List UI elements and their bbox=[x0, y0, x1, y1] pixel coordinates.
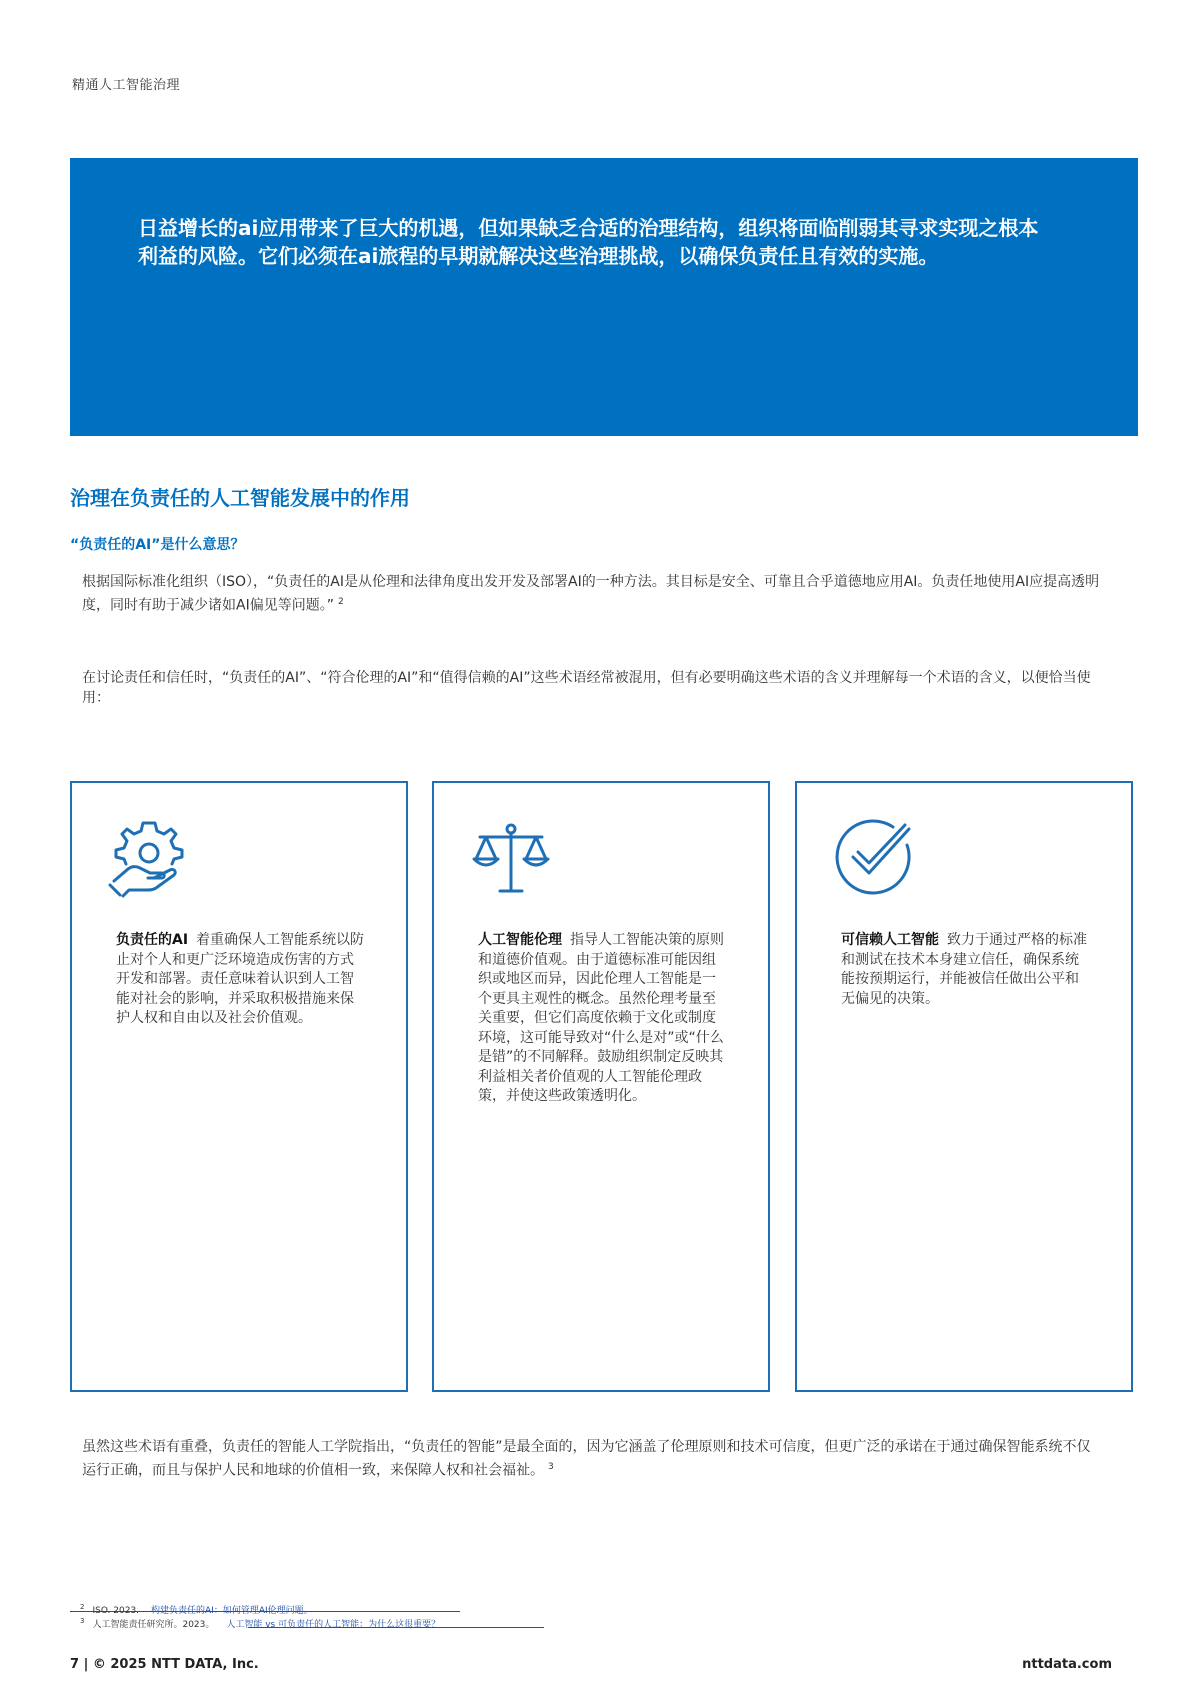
footnote-ref[interactable]: 2 bbox=[337, 597, 344, 607]
card-trustworthy-ai bbox=[795, 781, 1133, 1392]
card-body bbox=[478, 931, 728, 1107]
footnote-link[interactable]: 构建负责任的AI：如何管理AI伦理问题。 bbox=[151, 1606, 313, 1616]
paragraph-iso-definition bbox=[82, 572, 1102, 616]
scales-icon bbox=[468, 815, 554, 901]
checkmark-circle-icon bbox=[831, 815, 917, 901]
footnote-number: 3 bbox=[80, 1617, 85, 1625]
footnote-number: 2 bbox=[80, 1603, 85, 1611]
banner-text: 日益增长的ai应用带来了巨大的机遇，但如果缺乏合适的治理结构，组织将面临削弱其寻求实现之根本利益的风险。它们必须在ai旅程的早期就解决这些治理挑战，以确保负责任且有效的实施。 bbox=[138, 216, 1039, 268]
card-text: 指导人工智能决策的原则和道德价值观。由于道德标准可能因组织或地区而异，因此伦理人工智能是一个更具主观性的概念。虽然伦理考量至关重要，但它们高度依赖于文化或制度环境，这可能导致对“什么是对”或“什么是错”的不同解释。鼓励组织制定反映其利益相关者价值观的人工智能伦理政策，并使这些政策透明化。 bbox=[478, 932, 724, 1104]
paragraph-text: 根据国际标准化组织（ISO），“负责任的AI是从伦理和法律角度出发开发及部署AI的一种方法。其目标是安全、可靠且合乎道德地应用AI。负责任地使用AI应提高透明度，同时有助于减少诸如AI偏见等问题。” bbox=[82, 574, 1100, 614]
card-text: 致力于通过严格的标准和测试在技术本身建立信任，确保系统能按预期运行，并能被信任做出公平和无偏见的决策。 bbox=[841, 932, 1087, 1007]
card-body bbox=[116, 931, 366, 1029]
paragraph-closing bbox=[82, 1437, 1102, 1481]
footnote-item bbox=[80, 1600, 440, 1614]
footer-website-link[interactable]: nttdata.com bbox=[1022, 1657, 1112, 1672]
paragraph-terminology bbox=[82, 668, 1102, 708]
footnote-item bbox=[80, 1614, 440, 1628]
footnote-ref[interactable]: 3 bbox=[548, 1462, 554, 1472]
footnote-link[interactable]: 人工智能 vs 可负责任的人工智能：为什么这很重要？ bbox=[226, 1620, 441, 1630]
card-text: 着重确保人工智能系统以防止对个人和更广泛环境造成伤害的方式开发和部署。责任意味着认识到人工智能对社会的影响，并采取积极措施来保护人权和自由以及社会价值观。 bbox=[116, 932, 365, 1026]
footnotes bbox=[80, 1600, 440, 1628]
footnote-source: ISO. 2023. bbox=[92, 1606, 140, 1616]
highlight-banner bbox=[70, 158, 1138, 436]
running-header: 精通人工智能治理 bbox=[72, 78, 181, 93]
footnote-source: 人工智能责任研究所。2023。 bbox=[92, 1620, 215, 1630]
paragraph-text: 在讨论责任和信任时，“负责任的AI”、“符合伦理的AI”和“值得信赖的AI”这些术语经常被混用，但有必要明确这些术语的含义并理解每一个术语的含义，以便恰当使用： bbox=[82, 670, 1091, 706]
sub-title: “负责任的AI”是什么意思？ bbox=[70, 537, 245, 553]
gear-hand-icon bbox=[106, 815, 192, 901]
card-body bbox=[841, 931, 1091, 1009]
page-footer-copyright: 7 | © 2025 NTT DATA, Inc. bbox=[70, 1657, 259, 1672]
card-responsible-ai bbox=[70, 781, 408, 1392]
card-term: 人工智能伦理 bbox=[478, 932, 562, 948]
card-term: 负责任的AI bbox=[116, 932, 189, 948]
card-term: 可信赖人工智能 bbox=[841, 932, 939, 948]
card-ai-ethics bbox=[432, 781, 770, 1392]
section-title: 治理在负责任的人工智能发展中的作用 bbox=[70, 486, 410, 510]
paragraph-text: 虽然这些术语有重叠，负责任的智能人工学院指出，“负责任的智能”是最全面的，因为它涵盖了伦理原则和技术可信度，但更广泛的承诺在于通过确保智能系统不仅运行正确，而且与保护人民和地球的价值相一致，来保障人权和社会福祉。 bbox=[82, 1439, 1091, 1479]
